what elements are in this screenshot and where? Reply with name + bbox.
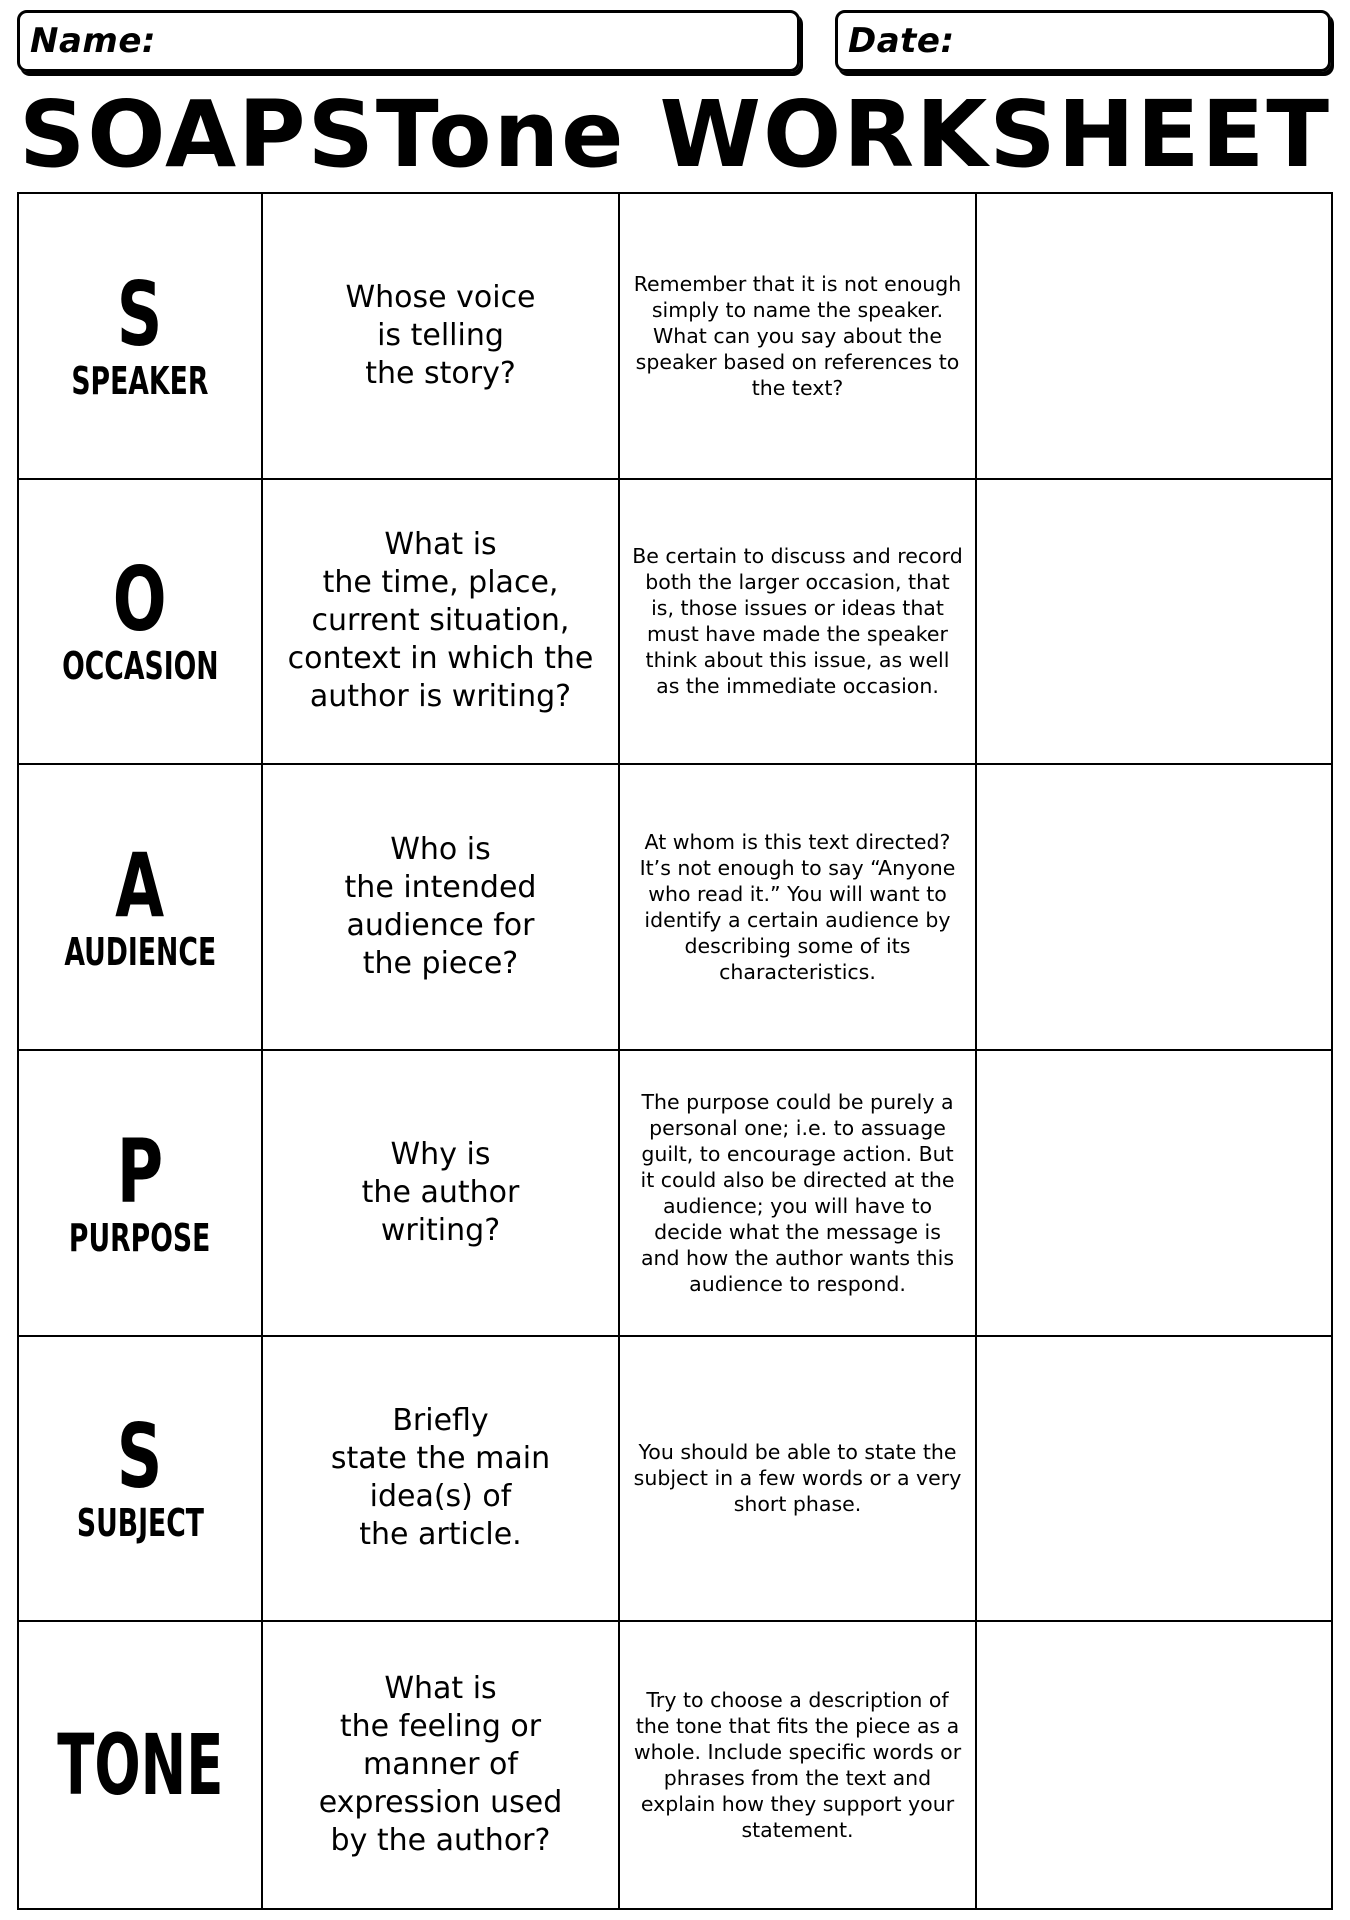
worksheet-title: SOAPSTone WORKSHEET [18,81,1332,188]
tone-question-cell [263,1622,620,1908]
tone-answer-cell[interactable] [977,1622,1331,1908]
audience-word: AUDIENCE [64,930,216,975]
date-label: Date: [848,21,955,61]
tone-guide-cell [620,1622,977,1908]
subject-guide-cell [620,1337,977,1623]
tone-label-cell [19,1622,263,1908]
speaker-answer-cell[interactable] [977,194,1331,480]
subject-letter: S [117,1405,163,1509]
purpose-letter: P [116,1119,164,1223]
subject-guide: You should be able to state the subject in a few words or a very short phase. [633,1440,962,1517]
date-field[interactable] [835,10,1331,72]
subject-question-cell [263,1337,620,1623]
subject-word: SUBJECT [76,1501,204,1546]
occasion-letter: O [113,548,167,652]
purpose-word: PURPOSE [69,1215,211,1260]
audience-letter: A [115,834,165,938]
speaker-guide-cell [620,194,977,480]
speaker-word: SPEAKER [71,358,209,403]
occasion-question-cell [263,480,620,766]
name-label: Name: [30,21,156,61]
occasion-answer-cell[interactable] [977,480,1331,766]
subject-question: Briefly state the main idea(s) of the article. [330,1403,551,1553]
purpose-guide-cell [620,1051,977,1337]
occasion-question: What is the time, place, current situation, context in which the author is writing? [287,527,594,715]
purpose-question-cell [263,1051,620,1337]
occasion-guide: Be certain to discuss and record both the larger occasion, that is, those issues or ideas that must have made the speaker think about this issue, as well as the immediate occasion. [632,544,963,699]
audience-label-cell [19,765,263,1051]
occasion-guide-cell [620,480,977,766]
soapstone-table [17,192,1333,1910]
tone-question: What is the feeling or manner of expression used by the author? [318,1671,563,1859]
audience-question-cell [263,765,620,1051]
purpose-label-cell [19,1051,263,1337]
audience-answer-cell[interactable] [977,765,1331,1051]
speaker-letter: S [117,262,163,366]
tone-word: TONE [56,1716,224,1815]
purpose-answer-cell[interactable] [977,1051,1331,1337]
occasion-word: OCCASION [61,644,219,689]
speaker-guide: Remember that it is not enough simply to name the speaker. What can you say about the speaker based on references to the text? [633,271,962,400]
subject-answer-cell[interactable] [977,1337,1331,1623]
purpose-guide: The purpose could be purely a personal one; i.e. to assuage guilt, to encourage action. But it could also be directed at the audience; you will have to decide what the message is and how the author wants this audience to respond. [640,1089,955,1296]
speaker-label-cell [19,194,263,480]
subject-label-cell [19,1337,263,1623]
audience-guide: At whom is this text directed? It’s not enough to say “Anyone who read it.” You will want to identify a certain audience by describing some of its characteristics. [639,830,956,985]
audience-guide-cell [620,765,977,1051]
audience-question: Who is the intended audience for the piece? [344,832,537,982]
speaker-question-cell [263,194,620,480]
speaker-question: Whose voice is telling the story? [345,279,536,391]
occasion-label-cell [19,480,263,766]
name-field[interactable] [17,10,800,72]
purpose-question: Why is the author writing? [361,1136,520,1248]
tone-guide: Try to choose a description of the tone that fits the piece as a whole. Include specific words or phrases from the text and explain how they support your statement. [633,1688,962,1843]
